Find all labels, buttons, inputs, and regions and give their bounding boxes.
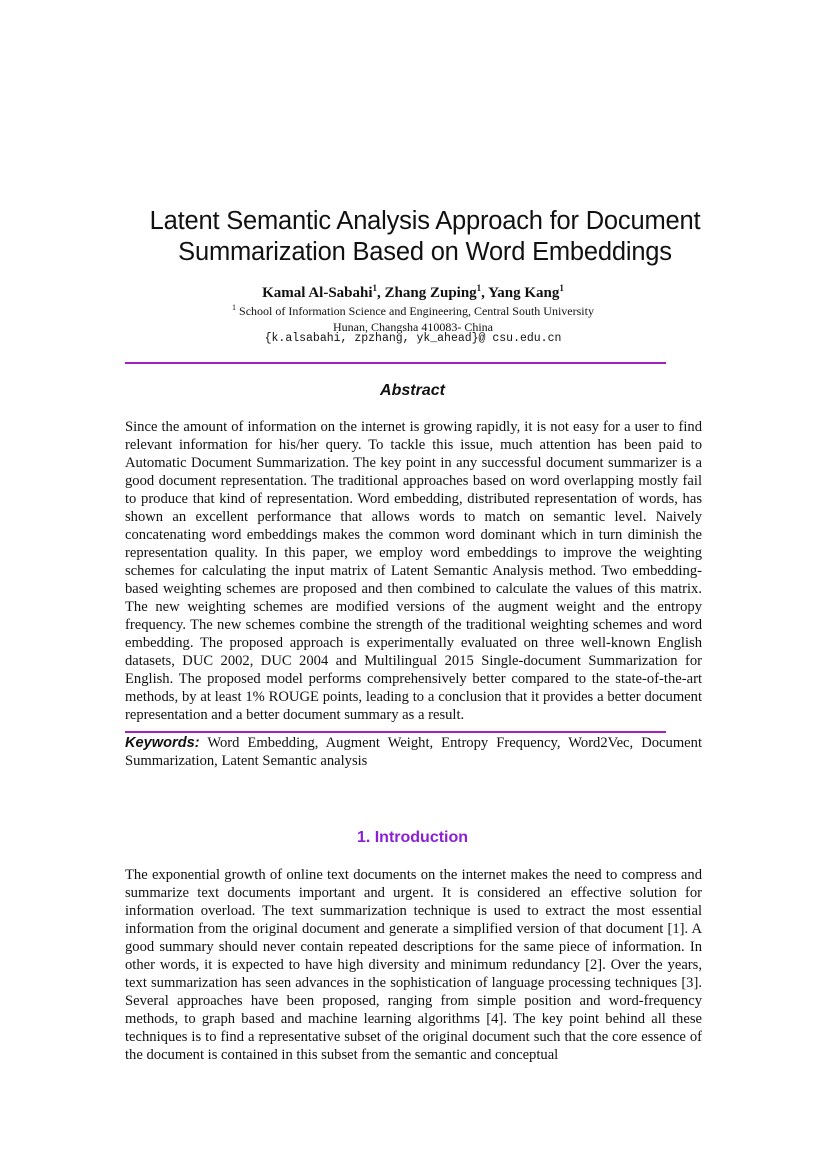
keywords-label: Keywords: [125,735,200,751]
author-list [100,279,726,302]
author-name: Kamal Al-Sabahi [262,285,373,301]
author-name: Zhang Zuping [384,285,477,301]
affiliation-line-1: $^1$ School of Information Science and Engineering, Central South University [232,303,594,318]
affiliation-line-2: Hunan, Changsha 410083- China [333,320,493,334]
introduction-heading: 1. Introduction [356,829,469,846]
author-separator: , [481,285,489,301]
keywords [125,734,702,770]
divider-bottom [125,731,666,733]
divider-top [125,362,666,364]
introduction-text: The exponential growth of online text documents on the internet makes the need to compress and summarize text documents important and urgent. It is considered an effective solution for information overload. The text summarization technique is used to extract the most essential information from the original document and generate a simplified version of that document [1]. A good summary should never contain repeated descriptions for the same piece of information. In other words, it is expected to have high diversity and minimum redundancy [2]. Over the years, text summarization has seen advances in the sophistication of language processing techniques [3]. Several approaches have been proposed, ranging from simple position and word-frequency methods, to graph based and machine learning algorithms [4]. The key point behind all these techniques is to find a representative subset of the original document such that the core essence of the document is contained in this subset from the semantic and conceptual [125,867,702,1063]
paper-title: Latent Semantic Analysis Approach for Document Summarization Based on Word Embeddings [149,207,701,266]
abstract-heading: Abstract [380,382,445,399]
author-emails: {k.alsabahi, zpzhang, yk_ahead}@ csu.edu.cn [264,332,562,345]
affiliation-mark: 1 [372,283,378,293]
keywords-text: Word Embedding, Augment Weight, Entropy Frequency, Word2Vec, Document Summarization, Latent Semantic analysis [125,735,702,769]
abstract-text: Since the amount of information on the internet is growing rapidly, it is not easy for a user to find relevant information for his/her query. To tackle this issue, much attention has been paid to Automatic Document Summarization. The key point in any successful document summarizer is a good document representation. The traditional approaches based on word overlapping mostly fail to produce that kind of representation. Word embedding, distributed representation of words, has shown an excellent performance that allows words to match on semantic level. Naively concatenating word embeddings makes the common word dominant which in turn diminish the representation quality. In this paper, we employ word embeddings to improve the weighting schemes for calculating the input matrix of Latent Semantic Analysis method. Two embedding-based weighting schemes are proposed and then combined to calculate the values of this matrix. The new weighting schemes are modified versions of the augment weight and the entropy frequency. The new schemes combine the strength of the traditional weighting schemes and word embedding. The proposed approach is experimentally evaluated on three well-known English datasets, DUC 2002, DUC 2004 and Multilingual 2015 Single-document Summarization for English. The proposed model performs comprehensively better compared to the state-of-the-art methods, by at least 1% ROUGE points, leading to a conclusion that it provides a better document representation and a better document summary as a result. [125,419,702,723]
author-separator: , [377,285,385,301]
affiliation [100,300,726,335]
affiliation-mark: 1 [559,283,564,293]
affiliation-mark: 1 [232,303,237,312]
author-name: Yang Kang [488,285,560,301]
affiliation-mark: 1 [476,283,482,293]
